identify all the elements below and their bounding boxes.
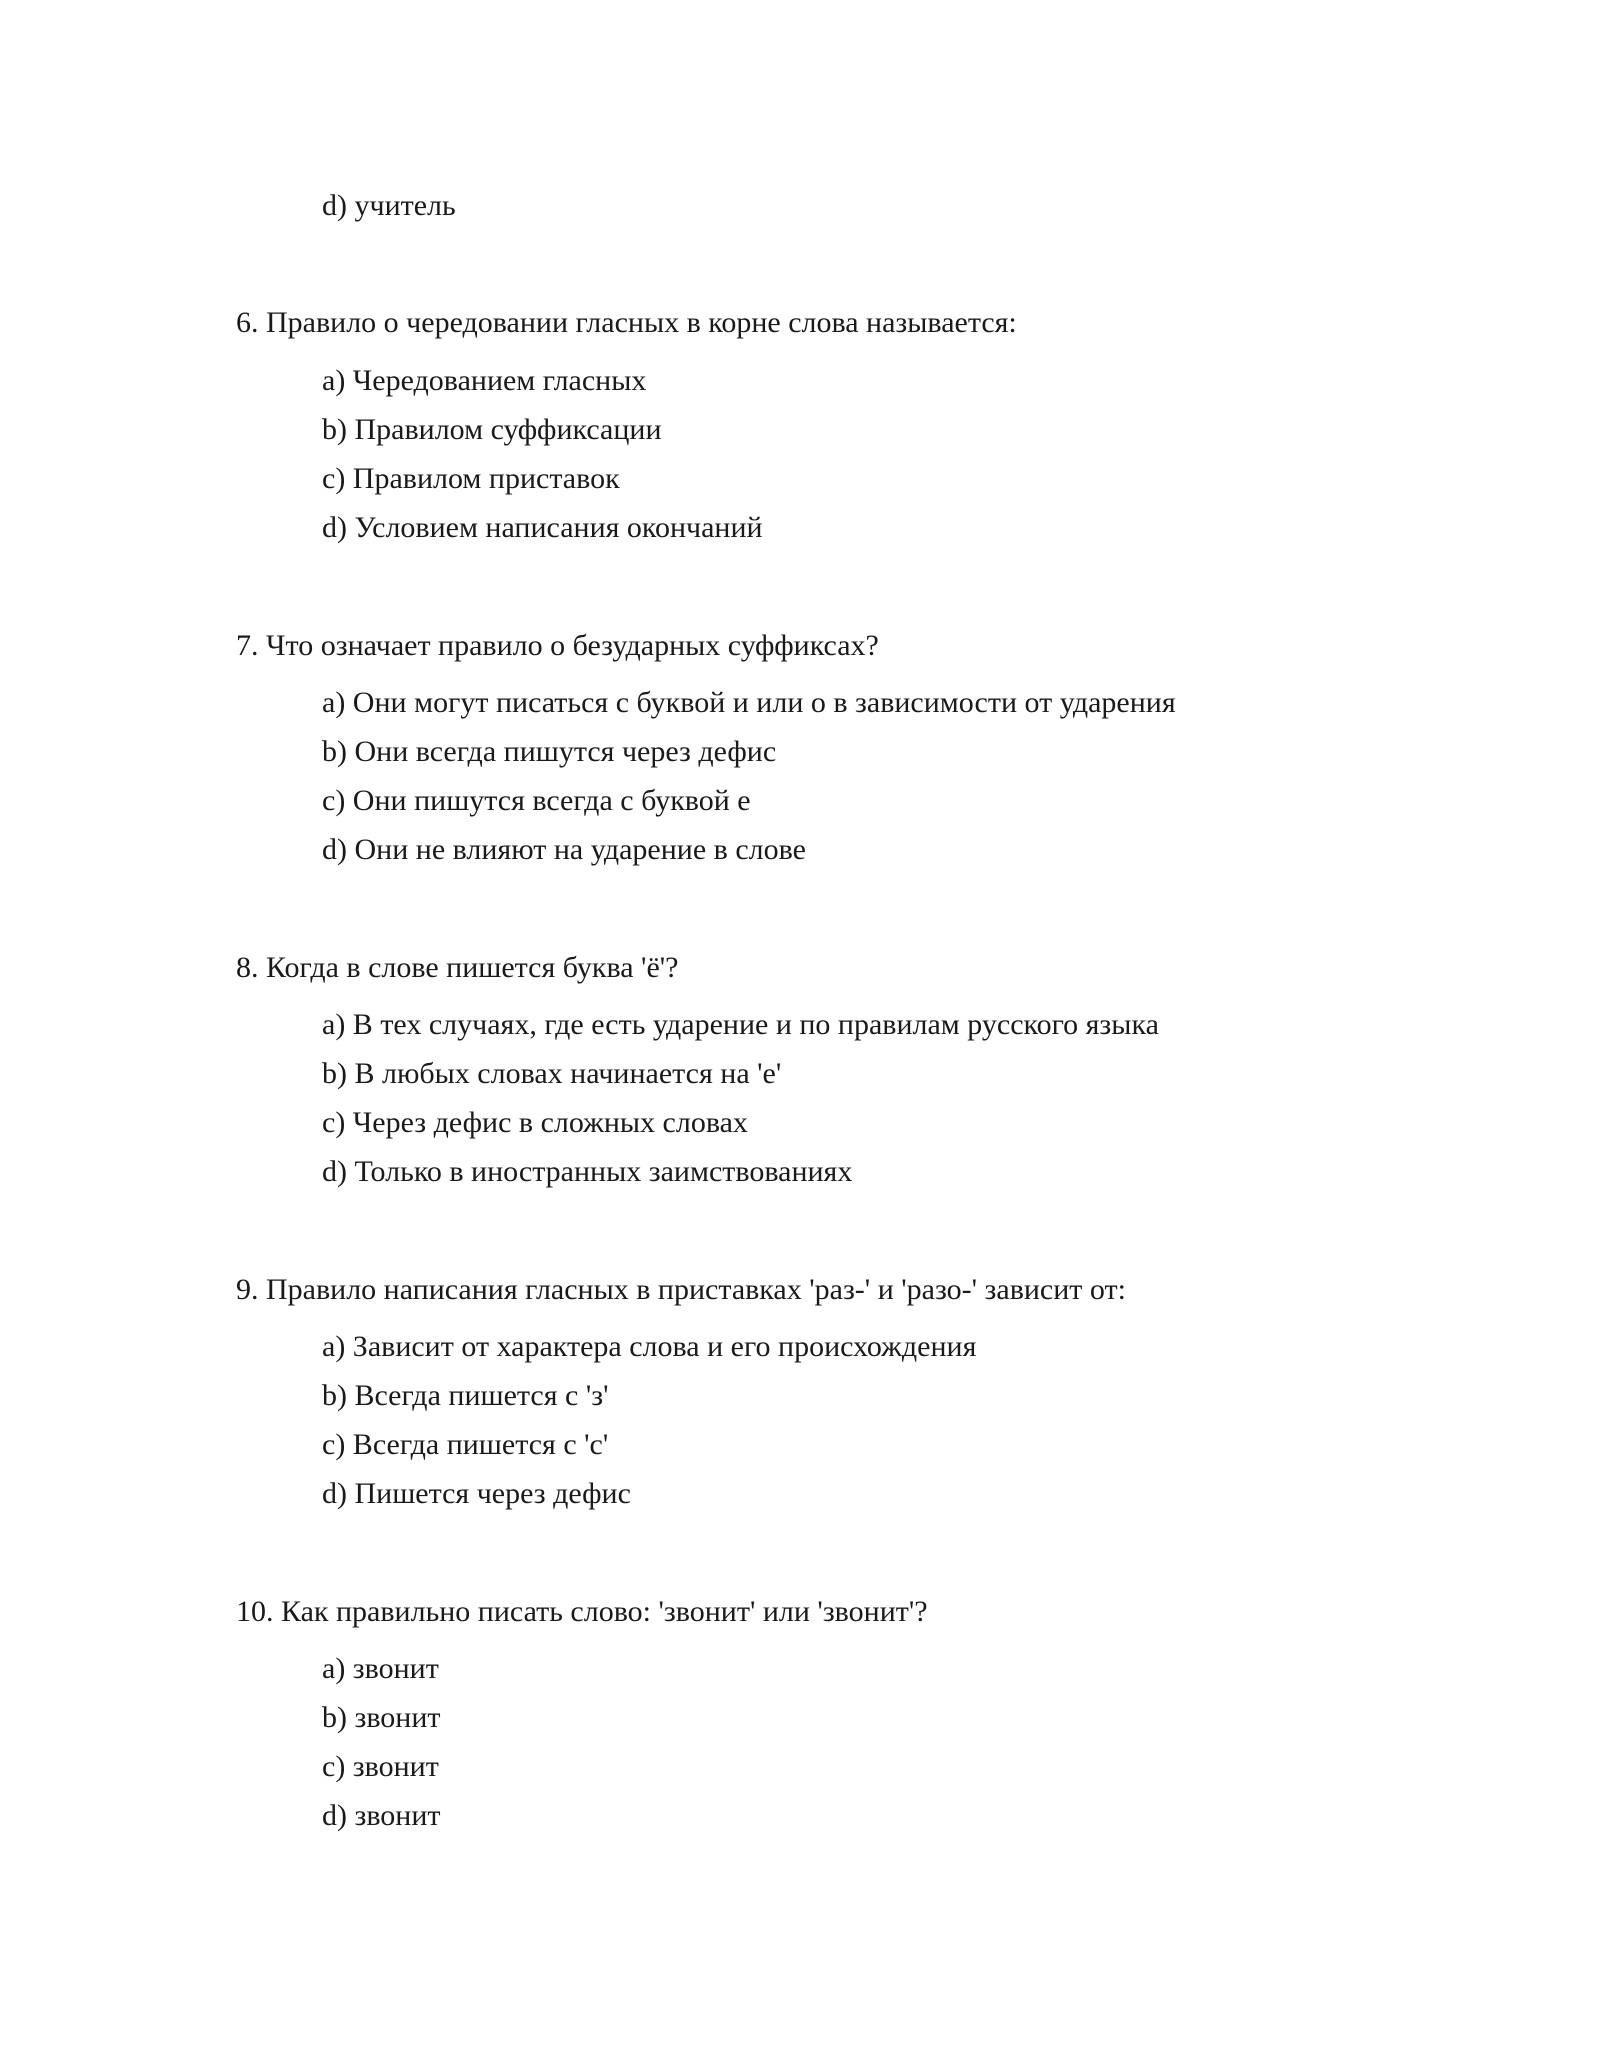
answer-option: a) звонит [322, 1652, 439, 1685]
answer-option: d) Условием написания окончаний [322, 511, 763, 544]
answer-option: c) Всегда пишется с 'с' [322, 1428, 609, 1461]
answer-option: b) Правилом суффиксации [322, 413, 662, 446]
answer-option: d) Пишется через дефис [322, 1477, 631, 1510]
question-text: 6. Правило о чередовании гласных в корне слова называется: [236, 306, 1017, 339]
answer-option: c) Правилом приставок [322, 462, 620, 495]
answer-option: a) В тех случаях, где есть ударение и по правилам русского языка [322, 1008, 1159, 1041]
question-text: 10. Как правильно писать слово: 'звонит' или 'звонит'? [236, 1595, 928, 1628]
answer-option: b) звонит [322, 1701, 441, 1734]
answer-option: b) В любых словах начинается на 'е' [322, 1057, 782, 1090]
answer-option: b) Всегда пишется с 'з' [322, 1379, 609, 1412]
question-text: 7. Что означает правило о безударных суффиксах? [236, 629, 879, 662]
answer-option: a) Зависит от характера слова и его происхождения [322, 1330, 977, 1363]
question-text: 8. Когда в слове пишется буква 'ё'? [236, 951, 679, 984]
answer-option: b) Они всегда пишутся через дефис [322, 735, 777, 768]
answer-option: d) Они не влияют на ударение в слове [322, 833, 806, 866]
answer-option: a) Они могут писаться с буквой и или о в зависимости от ударения [322, 686, 1176, 719]
answer-option: c) звонит [322, 1750, 439, 1783]
question-text: 9. Правило написания гласных в приставках 'раз-' и 'разо-' зависит от: [236, 1273, 1126, 1306]
answer-option: d) звонит [322, 1799, 441, 1832]
answer-option: d) Только в иностранных заимствованиях [322, 1155, 853, 1188]
answer-option: d) учитель [322, 189, 456, 222]
answer-option: a) Чередованием гласных [322, 364, 647, 397]
answer-option: c) Они пишутся всегда с буквой е [322, 784, 751, 817]
answer-option: c) Через дефис в сложных словах [322, 1106, 748, 1139]
